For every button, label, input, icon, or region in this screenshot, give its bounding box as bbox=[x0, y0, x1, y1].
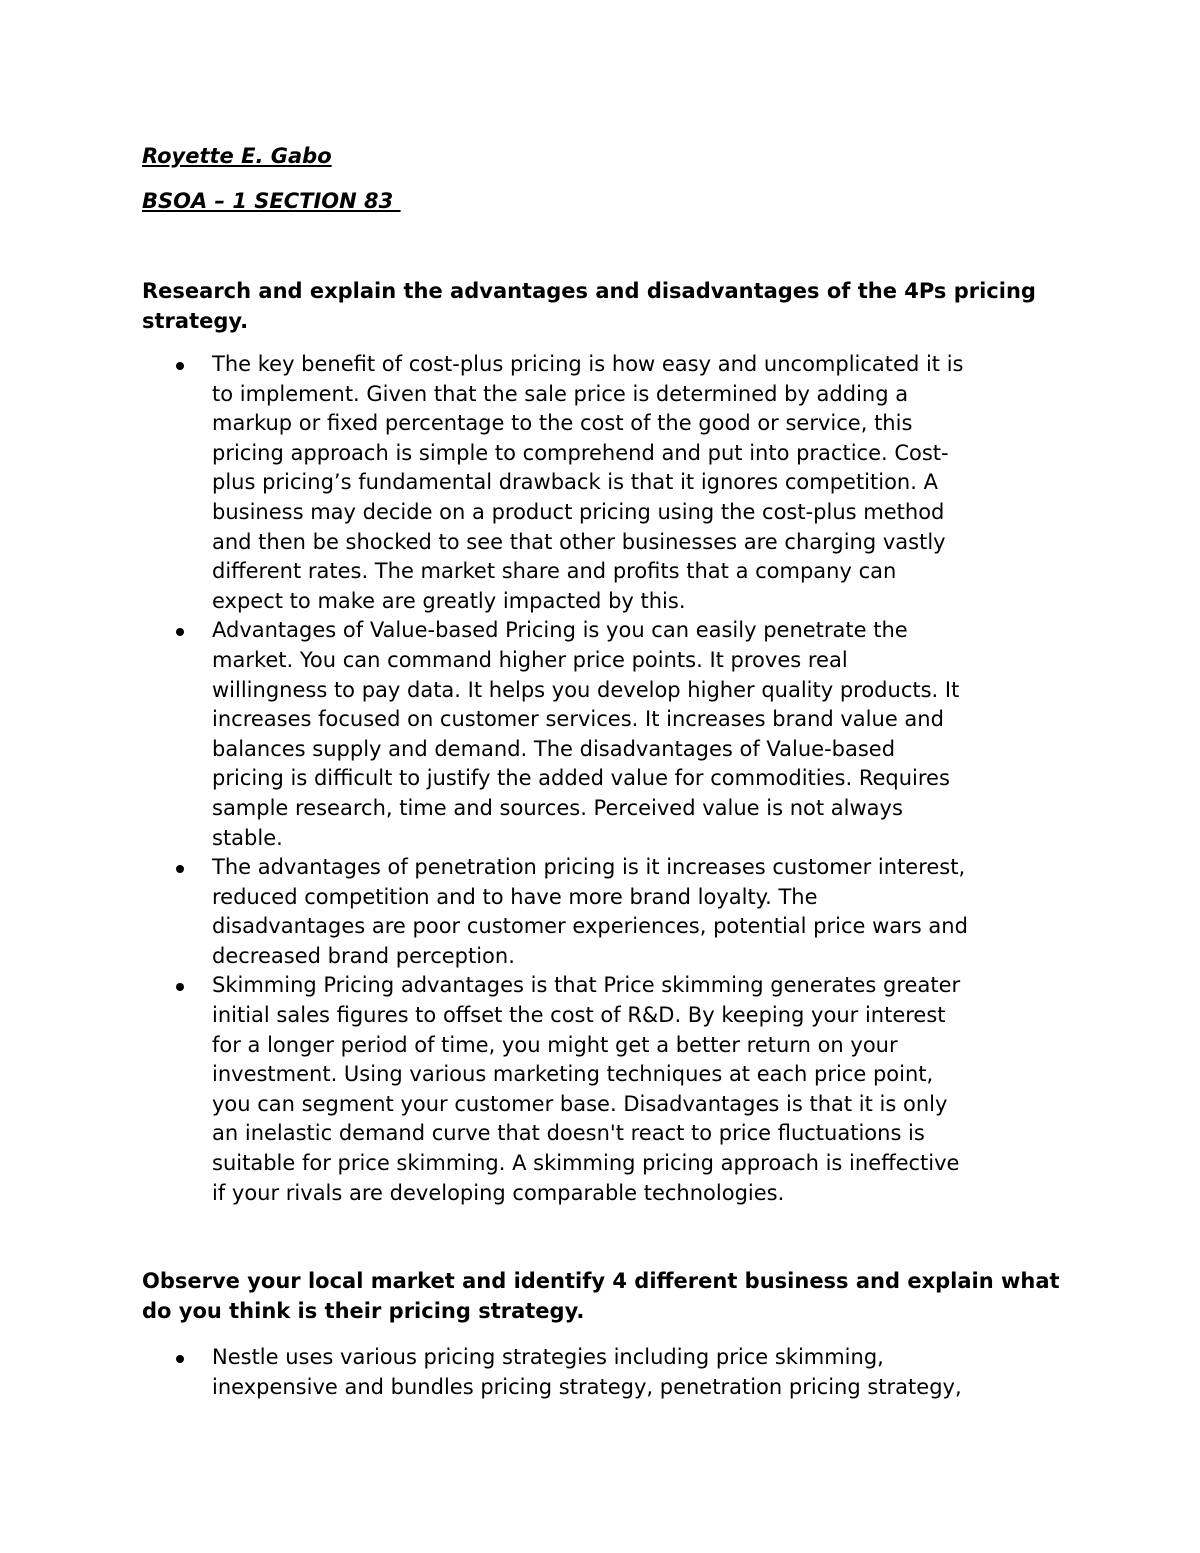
bullet-line: to implement. Given that the sale price is determined by adding a bbox=[212, 381, 909, 406]
bullet-line: disadvantages are poor customer experiences, potential price wars and bbox=[212, 914, 968, 939]
bullet-line: if your rivals are developing comparable technologies. bbox=[212, 1180, 785, 1205]
bullet-line: an inelastic demand curve that doesn't react to price fluctuations is bbox=[212, 1121, 925, 1146]
bullet-line: markup or fixed percentage to the cost of the good or service, this bbox=[212, 411, 913, 436]
bullet-dot-icon bbox=[176, 362, 184, 370]
bullet-line: Advantages of Value-based Pricing is you can easily penetrate the bbox=[212, 618, 908, 643]
bullet-line: and then be shocked to see that other businesses are charging vastly bbox=[212, 529, 946, 554]
bullet-dot-icon bbox=[176, 628, 184, 636]
bullet-line: expect to make are greatly impacted by this. bbox=[212, 588, 686, 613]
question-heading-2: Observe your local market and identify 4 different business and explain what do you think is their pricing strategy. bbox=[142, 1269, 1060, 1323]
bullet-line: investment. Using various marketing techniques at each price point, bbox=[212, 1062, 934, 1087]
answer-list-2 bbox=[0, 1343, 1067, 1402]
bullet-dot-icon bbox=[176, 1355, 184, 1363]
bullet-line: pricing is difficult to justify the added value for commodities. Requires bbox=[212, 766, 950, 791]
bullet-item bbox=[0, 1343, 1067, 1402]
bullet-line: The key benefit of cost-plus pricing is how easy and uncomplicated it is bbox=[212, 352, 964, 376]
bullet-line: stable. bbox=[212, 825, 283, 850]
bullet-line: plus pricing’s fundamental drawback is that it ignores competition. A bbox=[212, 470, 938, 495]
bullet-line: pricing approach is simple to comprehend and put into practice. Cost- bbox=[212, 440, 949, 465]
bullet-line: reduced competition and to have more brand loyalty. The bbox=[212, 884, 818, 909]
bullet-item bbox=[0, 971, 1067, 1208]
bullet-line: balances supply and demand. The disadvantages of Value-based bbox=[212, 736, 896, 761]
bullet-dot-icon bbox=[176, 865, 184, 873]
course-section: BSOA – 1 SECTION 83 bbox=[142, 189, 401, 213]
bullet-dot-icon bbox=[176, 983, 184, 991]
bullet-line: business may decide on a product pricing using the cost-plus method bbox=[212, 499, 945, 524]
bullet-line: willingness to pay data. It helps you develop higher quality products. It bbox=[212, 677, 960, 702]
bullet-line: Skimming Pricing advantages is that Price skimming generates greater bbox=[212, 973, 961, 998]
question-heading-1: Research and explain the advantages and disadvantages of the 4Ps pricing strategy. bbox=[142, 279, 1036, 333]
bullet-line: initial sales figures to offset the cost of R&D. By keeping your interest bbox=[212, 1003, 946, 1028]
author-name: Royette E. Gabo bbox=[142, 144, 332, 168]
bullet-item bbox=[0, 853, 1067, 971]
bullet-item bbox=[0, 350, 1067, 616]
bullet-line: you can segment your customer base. Disadvantages is that it is only bbox=[212, 1091, 948, 1116]
bullet-line: increases focused on customer services. It increases brand value and bbox=[212, 707, 944, 732]
bullet-item bbox=[0, 616, 1067, 853]
bullet-line: suitable for price skimming. A skimming pricing approach is ineffective bbox=[212, 1151, 960, 1176]
bullet-line: inexpensive and bundles pricing strategy, penetration pricing strategy, bbox=[212, 1374, 962, 1399]
bullet-line: sample research, time and sources. Perceived value is not always bbox=[212, 795, 903, 820]
bullet-line: The advantages of penetration pricing is it increases customer interest, bbox=[212, 855, 966, 880]
bullet-line: different rates. The market share and profits that a company can bbox=[212, 559, 897, 584]
answer-list-1 bbox=[0, 350, 1067, 1208]
bullet-line: decreased brand perception. bbox=[212, 943, 515, 968]
bullet-line: for a longer period of time, you might get a better return on your bbox=[212, 1032, 898, 1057]
bullet-line: Nestle uses various pricing strategies including price skimming, bbox=[212, 1345, 884, 1369]
bullet-line: market. You can command higher price points. It proves real bbox=[212, 647, 848, 672]
